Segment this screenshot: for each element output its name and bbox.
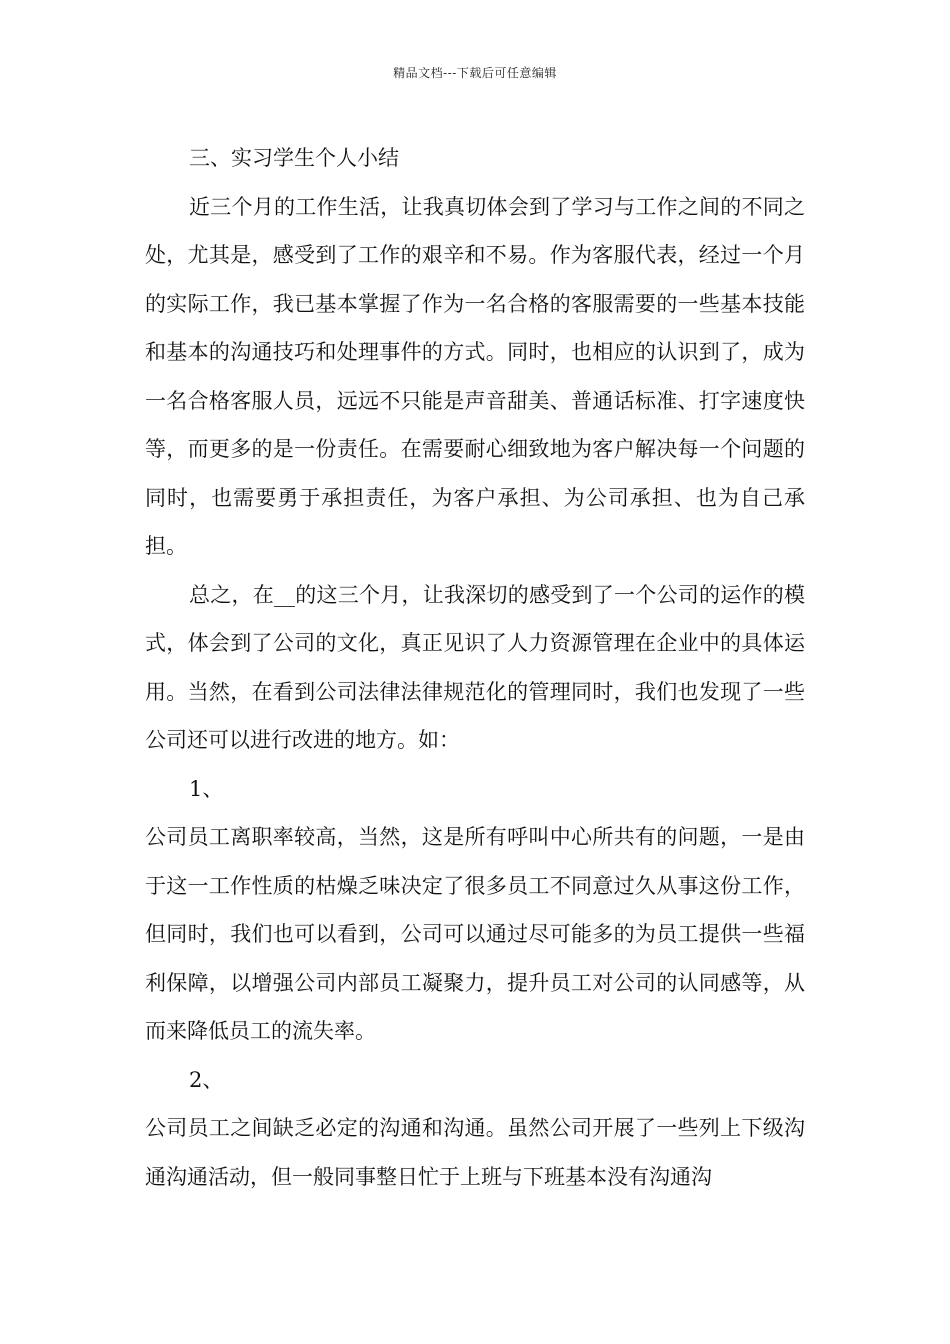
list-item-text: 公司员工之间缺乏必定的沟通和沟通。虽然公司开展了一些列上下级沟通沟通活动，但一般同事整日忙于上班与下班基本没有沟通沟 — [145, 1116, 805, 1189]
section-heading: 三、实习学生个人小结 — [189, 146, 399, 170]
page-header: 精品文档---下载后可任意编辑 — [393, 66, 557, 80]
document-body — [145, 134, 805, 1201]
list-item-text: 公司员工离职率较高，当然，这是所有呼叫中心所共有的问题，一是由于这一工作性质的枯燥乏味决定了很多员工不同意过久从事这份工作，但同时，我们也可以看到，公司可以通过尽可能多的为员工提供一些福利保障，以增强公司内部员工凝聚力，提升员工对公司的认同感等，从而来降低员工的流失率。 — [145, 825, 805, 1043]
list-item-number: 1、 — [189, 776, 224, 801]
list-item-number: 2、 — [189, 1067, 224, 1092]
paragraph-conclusion: 总之，在__的这三个月，让我深切的感受到了一个公司的运作的模式，体会到了公司的文化，真正见识了人力资源管理在企业中的具体运用。当然，在看到公司法律法律规范化的管理同时，我们也发现了一些公司还可以进行改进的地方。如： — [145, 582, 805, 752]
paragraph-summary: 近三个月的工作生活，让我真切体会到了学习与工作之间的不同之处，尤其是，感受到了工作的艰辛和不易。作为客服代表，经过一个月的实际工作，我已基本掌握了作为一名合格的客服需要的一些基本技能和基本的沟通技巧和处理事件的方式。同时，也相应的认识到了，成为一名合格客服人员，远远不只能是声音甜美、普通话标准、打字速度快等，而更多的是一份责任。在需要耐心细致地为客户解决每一个问题的同时，也需要勇于承担责任，为客户承担、为公司承担、也为自己承担。 — [145, 194, 805, 558]
